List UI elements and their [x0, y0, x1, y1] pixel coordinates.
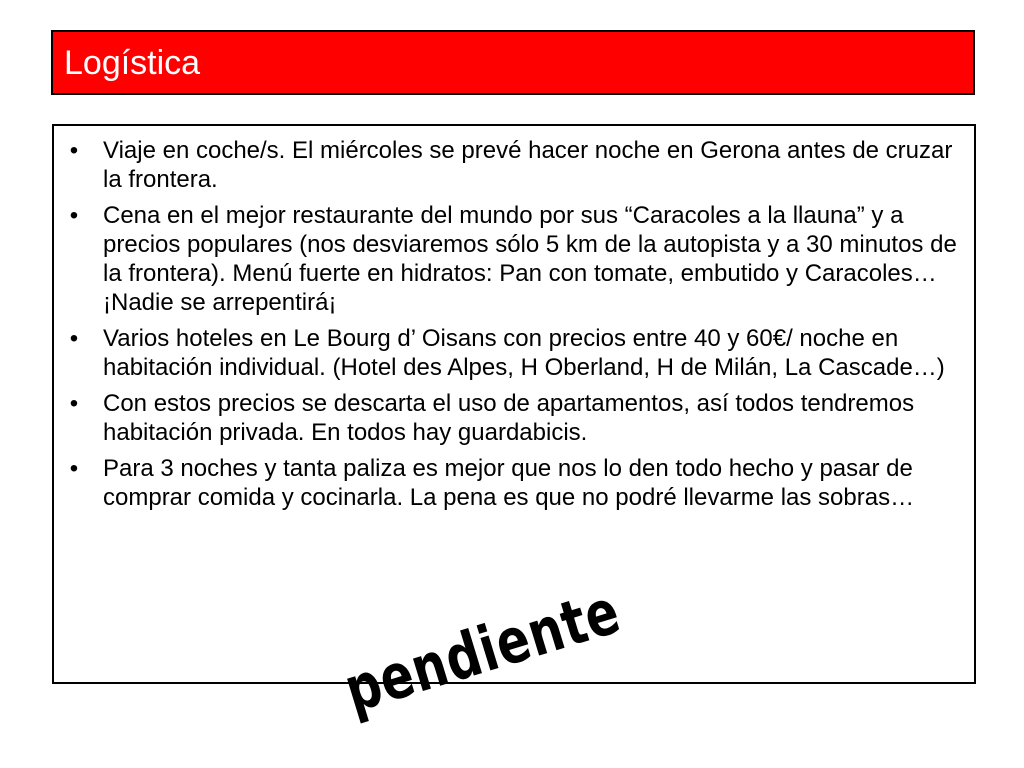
bullet-item	[54, 201, 974, 317]
bullet-item	[54, 389, 974, 447]
pendiente-stamp: pendiente	[336, 574, 629, 727]
bullet-dot-icon: •	[69, 137, 79, 164]
slide-title: Logística	[64, 44, 201, 82]
title-bar	[51, 30, 975, 95]
bullet-text: Viaje en coche/s. El miércoles se prevé hacer noche en Gerona antes de cruzar la frontera.	[103, 137, 953, 193]
bullet-text: Para 3 noches y tanta paliza es mejor que nos lo den todo hecho y pasar de comprar comida y cocinarla. La pena es que no podré llevarme las sobras…	[103, 455, 915, 511]
bullet-dot-icon: •	[69, 325, 79, 352]
bullet-text: Cena en el mejor restaurante del mundo por sus “Caracoles a la llauna” y a precios populares (nos desviaremos sólo 5 km de la autopista y a 30 minutos de la frontera). Menú fuerte en hidratos: Pan con tomate, embutido y Caracoles…¡Nadie se arrepentirá¡	[103, 202, 957, 316]
bullet-dot-icon: •	[69, 202, 79, 229]
bullet-item	[54, 136, 974, 194]
bullet-list	[54, 136, 974, 519]
content-box	[52, 124, 976, 684]
bullet-dot-icon: •	[69, 390, 79, 417]
bullet-item	[54, 324, 974, 382]
bullet-item	[54, 454, 974, 512]
bullet-dot-icon: •	[69, 455, 79, 482]
bullet-text: Con estos precios se descarta el uso de apartamentos, así todos tendremos habitación privada. En todos hay guardabicis.	[103, 390, 915, 446]
bullet-text: Varios hoteles en Le Bourg d’ Oisans con precios entre 40 y 60€/ noche en habitación individual. (Hotel des Alpes, H Oberland, H de Milán, La Cascade…)	[103, 325, 945, 381]
